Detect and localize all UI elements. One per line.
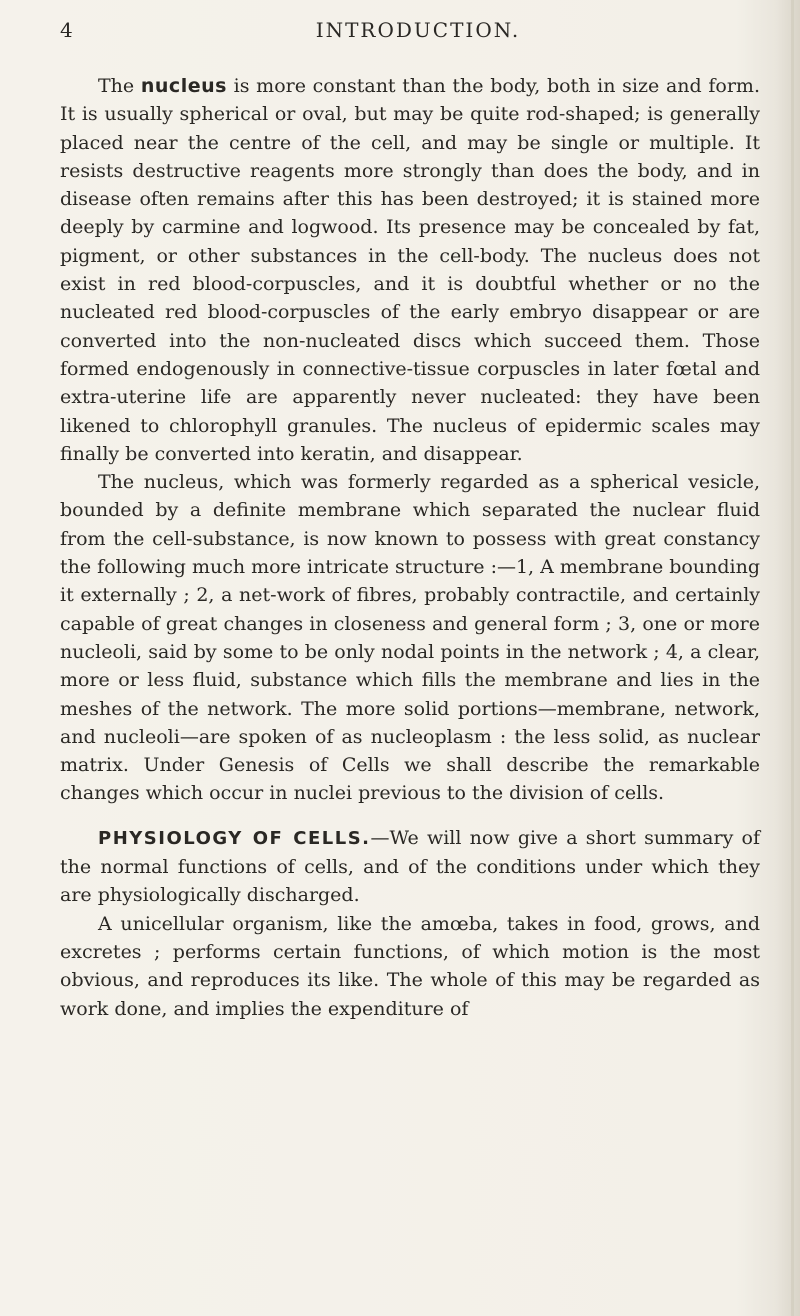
paragraph-text: —We will now give a short summary of the normal functions of cells, and of the conditions under which they are physiologically discharged. xyxy=(60,826,760,907)
paragraph-physiology xyxy=(60,824,760,910)
paragraph-nucleus-structure xyxy=(60,468,760,808)
paragraph-text: A unicellular organism, like the amœba, takes in food, grows, and excretes ; performs certain functions, of which motion is the most obvious, and reproduces its like. The whole of this may be regarded as work done, and implies the expenditure of xyxy=(60,912,760,1020)
paragraph-text: is more constant than the body, both in size and form. It is usually spherical or oval, but may be quite rod-shaped; is generally placed near the centre of the cell, and may be single or multiple. It resists destructive reagents more strongly than does the body, and in disease often remains after this has been destroyed; it is stained more deeply by carmine and logwood. Its presence may be concealed by fat, pigment, or other substances in the cell-body. The nucleus does not exist in red blood-corpuscles, and it is doubtful whether or no the nucleated red blood-corpuscles of the early embryo disappear or are converted into the non-nucleated discs which succeed them. Those formed endogenously in connective-tissue corpuscles in later fœtal and extra-uterine life are apparently never nucleated: they have been likened to chlorophyll granules. The nucleus of epidermic scales may finally be converted into keratin, and disappear. xyxy=(60,75,760,465)
running-title: INTRODUCTION. xyxy=(315,18,521,42)
paragraph-nucleus xyxy=(60,72,760,468)
paragraph-text: The nucleus, which was formerly regarded as a spherical vesicle, bounded by a definite membrane which separated the nuclear fluid from the cell-substance, is now known to possess with great constancy the following much more intricate structure :—1, A membrane bounding it externally ; 2, a net-work of fibres, probably contractile, and certainly capable of great changes in closeness and general form ; 3, one or more nucleoli, said by some to be only nodal points in the network ; 4, a clear, more or less fluid, substance which fills the membrane and lies in the meshes of the network. The more solid portions—membrane, network, and nucleoli—are spoken of as nucleoplasm : the less solid, as nuclear matrix. Under Genesis of Cells we shall describe the remarkable changes which occur in nuclei previous to the division of cells. xyxy=(60,471,760,805)
paragraph-lead: The xyxy=(98,75,141,97)
paragraph-unicellular xyxy=(60,910,760,1023)
page-number: 4 xyxy=(60,18,74,42)
section-heading: PHYSIOLOGY OF CELLS. xyxy=(98,827,371,849)
body-text xyxy=(60,72,760,1023)
page-header xyxy=(60,18,776,48)
keyword-nucleus: nucleus xyxy=(140,75,227,97)
section-spacer xyxy=(60,808,760,824)
page-edge-shadow xyxy=(791,0,794,1316)
